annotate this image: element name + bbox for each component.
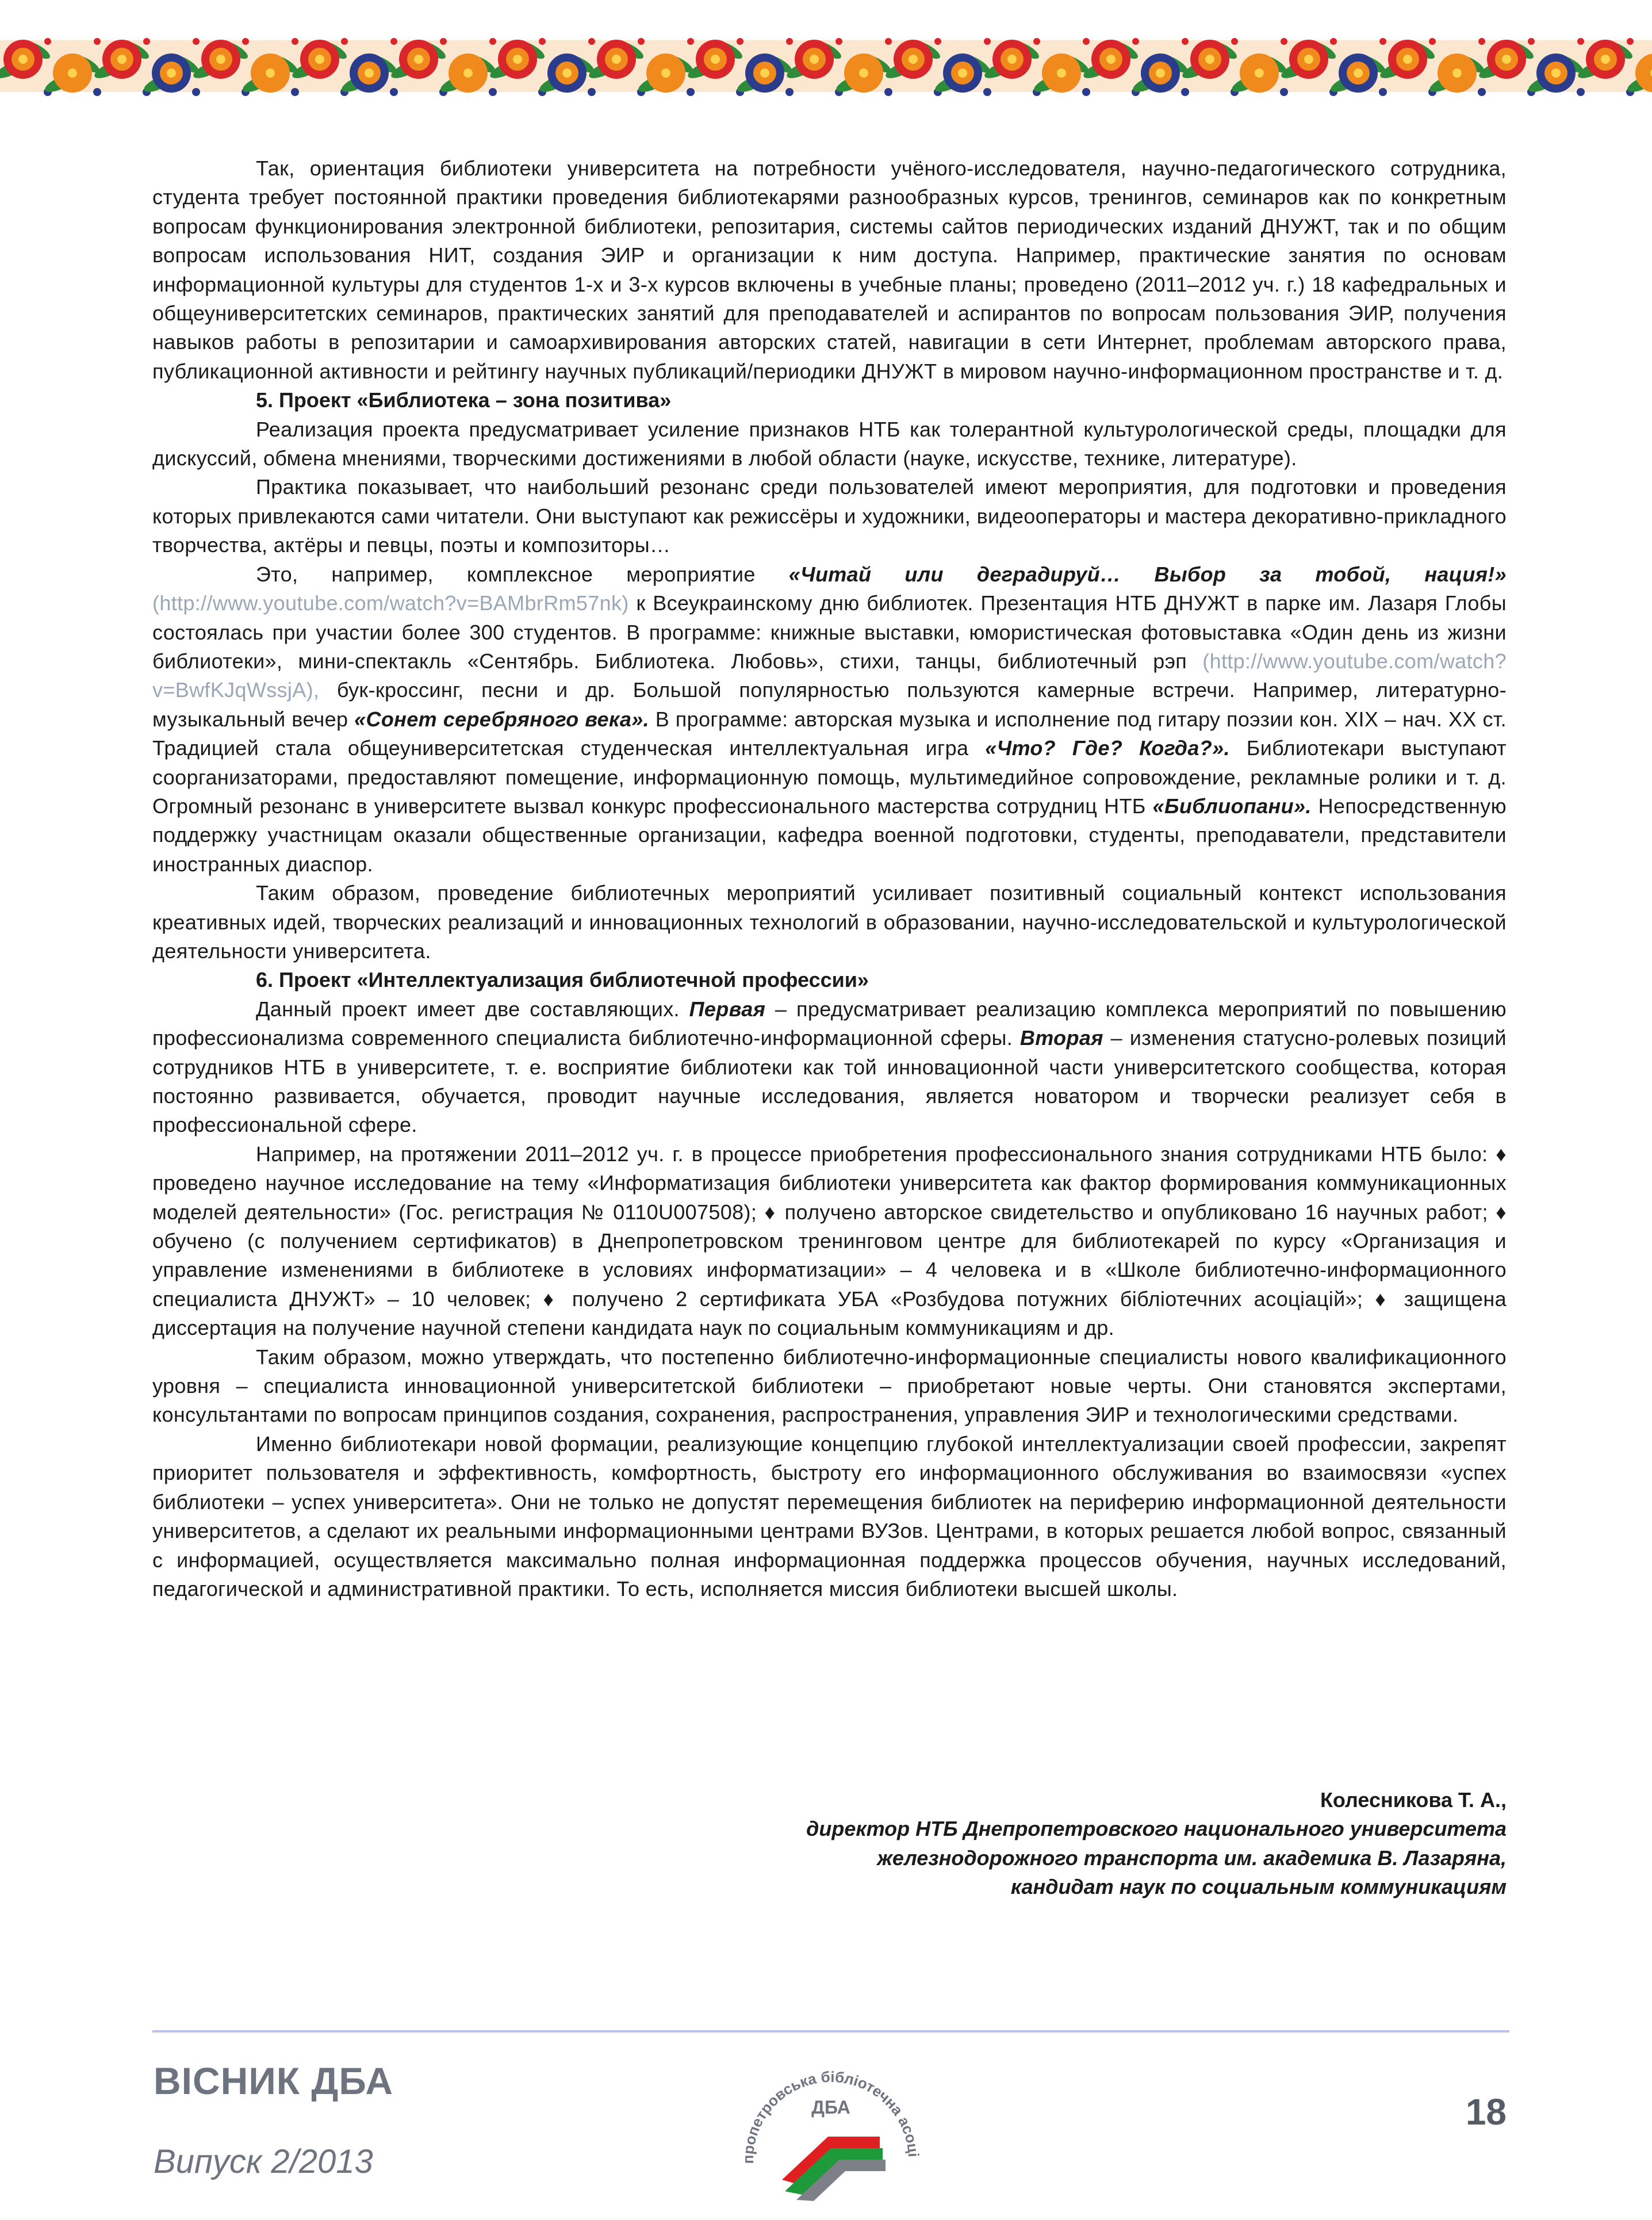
ornament-graphic: [0, 0, 1652, 127]
logo-graphic: [727, 2045, 934, 2217]
author-position: железнодорожного транспорта им. академика В. Лазаряна,: [877, 1846, 1507, 1870]
paragraph: Таким образом, проведение библиотечных мероприятий усиливает позитивный социальный контекст использования креативных идей, творческих реализаций и инновационных технологий в образовании, научно-исследовательской и культурологической деятельности университета.: [152, 881, 1507, 963]
paragraph: Так, ориентация библиотеки университета на потребности учёного-исследователя, научно-педагогического сотрудника, студента требует постоянной практики проведения библиотекарями разнообразных курсов, тренингов, семинаров как по конкретным вопросам функционирования электронной библиотеки, репозитария, системы сайтов периодических изданий ДНУЖТ, так и по общим вопросам использования НИТ, создания ЭИР и организации к ним доступа. Например, практические занятия по основам информационной культуры для студентов 1-х и 3-х курсов включены в учебные планы; проведено (2011–2012 уч. г.) 18 кафедральных и общеуниверситетских семинаров, практических занятий для преподавателей и аспирантов по вопросам пользования ЭИР, получения навыков работы в репозитарии и самоархивирования авторских статей, навигации в сети Интернет, проблемам авторского права, публикационной активности и рейтингу научных публикаций/периодики ДНУЖТ в мировом научно-информационном пространстве и т. д.: [152, 156, 1507, 383]
text-span: бук-кроссинг, песни и др. Большой популярностью пользуются камерные встречи. Например, литературно-музыкальный вечер: [152, 678, 1507, 731]
paragraph: [152, 560, 1507, 879]
text-span: Это, например, комплексное мероприятие: [256, 562, 789, 586]
text-span: Непосредственную поддержку участницам оказали общественные организации, кафедра военной подготовки, студенты, преподаватели, представители иностранных диаспор.: [152, 794, 1507, 876]
text-span: Данный проект имеет две составляющих.: [256, 997, 689, 1021]
event-title: «Читай или деградируй… Выбор за тобой, нация!»: [788, 562, 1507, 586]
paragraph: Таким образом, можно утверждать, что постепенно библиотечно-информационные специалисты нового квалификационного уровня – специалиста инновационной университетской библиотеки – приобретают новые черты. Они становятся экспертами, консультантами по вопросам принципов создания, сохранения, распространения, управления ЭИР и технологическими средствами.: [152, 1345, 1507, 1427]
section-heading: 5. Проект «Библиотека – зона позитива»: [256, 388, 672, 412]
emphasis: Вторая: [1019, 1026, 1103, 1050]
paragraph: [152, 995, 1507, 1140]
author-name: Колесникова Т. А.,: [1320, 1788, 1507, 1812]
video-link[interactable]: (http://www.youtube.com/watch?v=BwfKJqWssjA),: [152, 649, 1507, 702]
paragraph: Практика показывает, что наибольший резонанс среди пользователей имеют мероприятия, для подготовки и проведения которых привлекаются сами читатели. Они выступают как режиссёры и художники, видеооператоры и мастера декоративно-прикладного творчества, актёры и певцы, поэты и композиторы…: [152, 475, 1507, 557]
logo-abbreviation: ДБА: [811, 2097, 850, 2118]
footer-divider: [152, 2030, 1509, 2033]
text-span: – изменения статусно-ролевых позиций сотрудников НТБ в университете, т. е. восприятие библиотеки как той инновационной части университетского сообщества, которая постоянно развивается, обучается, проводит научные исследования, является новатором и творчески реализует себя в профессиональной сфере.: [152, 1026, 1507, 1137]
text-span: к Всеукраинскому дню библиотек. Презентация НТБ ДНУЖТ в парке им. Лазаря Глобы состоялась при участии более 300 студентов. В программе: книжные выставки, юмористическая фотовыставка «Один день из жизни библиотеки», мини-спектакль «Сентябрь. Библиотека. Любовь», стихи, танцы, библиотечный рэп: [152, 591, 1507, 673]
text-span: В программе: авторская музыка и исполнение под гитару поэзии кон. XIX – нач. XX ст. Традицией стала общеуниверситетская студенческая интеллектуальная игра: [152, 707, 1507, 760]
event-title: «Сонет серебряного века».: [354, 707, 649, 731]
page-number: 18: [1465, 2091, 1507, 2133]
paragraph: Например, на протяжении 2011–2012 уч. г. в процессе приобретения профессионального знания сотрудниками НТБ было: ♦ проведено научное исследование на тему «Информатизация библиотеки университета как фактор формирования коммуникационных моделей деятельности» (Гос. регистрация № 0110U007508); ♦ получено авторское свидетельство и опубликовано 16 научных работ; ♦ обучено (с получением сертификатов) в Днепропетровском тренинговом центре для библиотекарей по курсу «Организация и управление изменениями в библиотеке в условиях информатизации» – 4 человека и в «Школе библиотечно-информационного специалиста ДНУЖТ» – 10 человек; ♦ получено 2 сертификата УБА «Розбудова потужних бібліотечних асоціацій»; ♦ защищена диссертация на получение научной степени кандидата наук по социальным коммуникациям и др.: [152, 1142, 1507, 1340]
event-title: «Что? Где? Когда?».: [985, 736, 1230, 760]
text-span: Библиотекари выступают соорганизаторами, предоставляют помещение, информационную помощь, мультимедийное сопровождение, рекламные ролики и т. д. Огромный резонанс в университете вызвал конкурс профессионального мастерства сотрудниц НТБ: [152, 736, 1507, 818]
logo-circular-text: пропетровська бібліотечна асоці: [739, 2068, 922, 2164]
journal-title: ВІСНИК ДБА: [154, 2060, 393, 2102]
paragraph: Реализация проекта предусматривает усиление признаков НТБ как толерантной культурологической среды, площадки для дискуссий, обмена мнениями, творческими достижениями в любой области (науке, искусстве, технике, литературе).: [152, 417, 1507, 470]
author-degree: кандидат наук по социальным коммуникациям: [1010, 1875, 1507, 1899]
author-position: директор НТБ Днепропетровского национального университета: [806, 1817, 1507, 1841]
folk-ornament-border: [0, 0, 1652, 127]
issue-number: Випуск 2/2013: [154, 2143, 373, 2180]
article-body: [152, 154, 1507, 1603]
emphasis: Первая: [689, 997, 766, 1021]
event-title: «Библиопани».: [1152, 794, 1312, 818]
section-heading: 6. Проект «Интеллектуализация библиотечной профессии»: [256, 968, 869, 992]
association-logo: [727, 2045, 934, 2217]
video-link[interactable]: (http://www.youtube.com/watch?v=BAMbrRm57nk): [152, 591, 629, 615]
text-span: – предусматривает реализацию комплекса мероприятий по повышению профессионализма современного специалиста библиотечно-информационной сферы.: [152, 997, 1507, 1050]
paragraph: Именно библиотекари новой формации, реализующие концепцию глубокой интеллектуализации своей профессии, закрепят приоритет пользователя и эффективность, комфортность, быстроту его информационного обслуживания во взаимосвязи «успех библиотеки – успех университета». Они не только не допустят перемещения библиотек на периферию информационной деятельности университетов, а сделают их реальными информационными центрами ВУЗов. Центрами, в которых решается любой вопрос, связанный с информацией, осуществляется максимально полная информационная поддержка процессов обучения, научных исследований, педагогической и административной практики. То есть, исполняется миссия библиотеки высшей школы.: [152, 1431, 1507, 1601]
author-signature: [806, 1786, 1507, 1902]
